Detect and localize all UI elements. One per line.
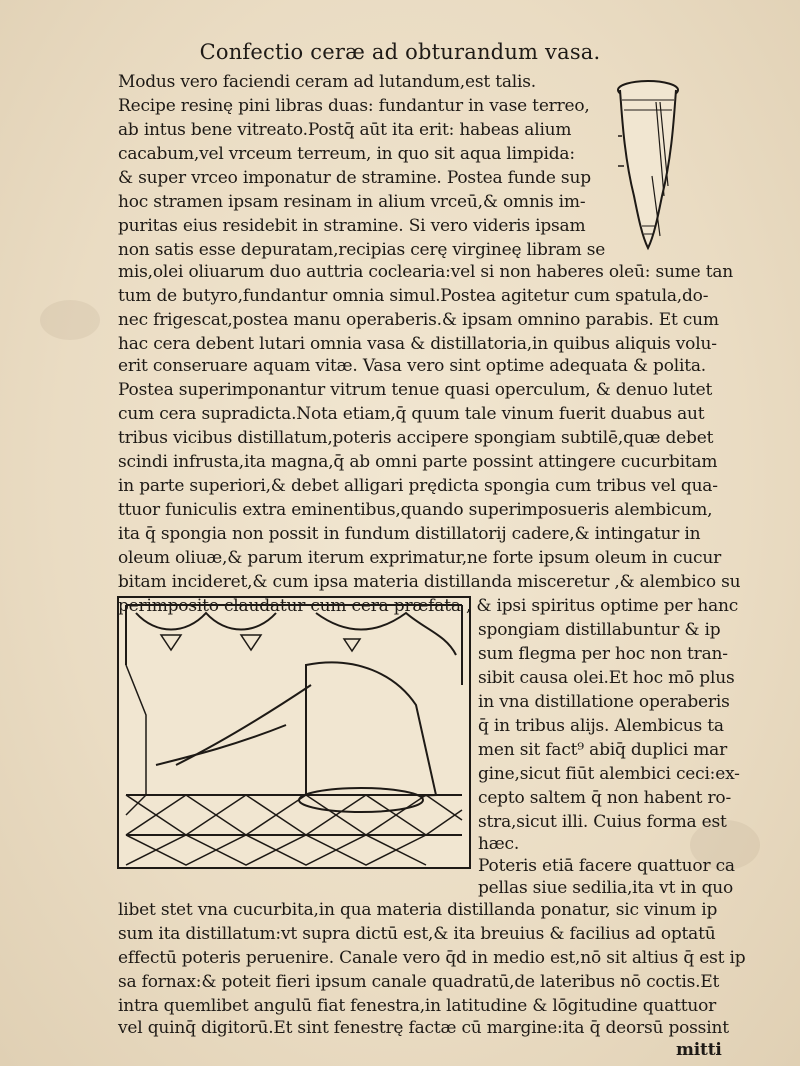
text-line: sum ita distillatum:vt supra dictū est,& ita breuius & facilius ad optatū bbox=[118, 924, 716, 944]
text-line: vel quinq̄ digitorū.Et sint fenestrę factæ cū margine:ita q̄ deorsū possint bbox=[118, 1018, 729, 1038]
text-line: cum cera supradicta.Nota etiam,q̄ quum tale vinum fuerit duabus aut bbox=[118, 404, 705, 424]
text-line: Modus vero faciendi ceram ad lutandum,est talis. bbox=[118, 72, 536, 92]
section-title: Confectio ceræ ad obturandum vasa. bbox=[199, 40, 601, 64]
text-line: mis,olei oliuarum duo auttria coclearia:vel si non haberes oleū: sume tan bbox=[118, 262, 734, 282]
text-line: scindi infrusta,ita magna,q̄ ab omni parte possint attingere cucurbitam bbox=[118, 452, 718, 472]
text-line: nec frigescat,postea manu operaberis.& ipsam omnino parabis. Et cum bbox=[118, 310, 719, 330]
text-line: gine,sicut fiūt alembici ceci:ex- bbox=[478, 764, 740, 784]
text-line: hæc. bbox=[478, 834, 520, 854]
text-line: intra quemlibet angulū fiat fenestra,in latitudine & lōgitudine quattuor bbox=[118, 996, 717, 1016]
text-line: sibit causa olei.Et hoc mō plus bbox=[478, 668, 735, 688]
text-line: cacabum,vel vrceum terreum, in quo sit aqua limpida: bbox=[118, 144, 575, 164]
text-line: bitam incideret,& cum ipsa materia distillanda misceretur ,& alembico su bbox=[118, 572, 741, 592]
text-line: ttuor funiculis extra eminentibus,quando superimposueris alembicum, bbox=[118, 500, 713, 520]
text-line: Recipe resinę pini libras duas: fundantur in vase terreo, bbox=[118, 96, 590, 116]
text-line: spongiam distillabuntur & ip bbox=[478, 620, 721, 640]
text-line: perimposito claudatur cum cera præfata , & ipsi spiritus optime per hanc bbox=[118, 596, 739, 616]
text-line: stra,sicut illi. Cuius forma est bbox=[478, 812, 727, 832]
text-line: oleum oliuæ,& parum iterum exprimatur,ne forte ipsum oleum in cucur bbox=[118, 548, 722, 568]
text-line: effectū poteris peruenire. Canale vero q̄d in medio est,nō sit altius q̄ est ip bbox=[118, 948, 746, 968]
text-line: hoc stramen ipsam resinam in alium vrceū,& omnis im- bbox=[118, 192, 586, 212]
text-line: cepto saltem q̄ non habent ro- bbox=[478, 788, 731, 808]
text-line: puritas eius residebit in stramine. Si vero videris ipsam bbox=[118, 216, 586, 236]
text-line: tum de butyro,fundantur omnia simul.Postea agitetur cum spatula,do- bbox=[118, 286, 709, 306]
text-line: sa fornax:& poteit fieri ipsum canale quadratū,de lateribus nō coctis.Et bbox=[118, 972, 720, 992]
text-line: Poteris etiā facere quattuor ca bbox=[478, 856, 735, 876]
text-line: tribus vicibus distillatum,poteris accipere spongiam subtilē,quæ debet bbox=[118, 428, 714, 448]
text-line: hac cera debent lutari omnia vasa & distillatoria,in quibus aliquis volu- bbox=[118, 334, 717, 354]
text-line: non satis esse depuratam,recipias cerę virgineę libram se bbox=[118, 240, 606, 260]
text-line: ita q̄ spongia non possit in fundum distillatorij cadere,& intingatur in bbox=[118, 524, 701, 544]
text-line: ab intus bene vitreato.Postq̄ aūt ita erit: habeas alium bbox=[118, 120, 572, 140]
text-line: sum flegma per hoc non tran- bbox=[478, 644, 728, 664]
text-line: in parte superiori,& debet alligari prędicta spongia cum tribus vel qua- bbox=[118, 476, 718, 496]
text-line: & super vrceo imponatur de stramine. Postea funde sup bbox=[118, 168, 591, 188]
text-line: Postea superimponantur vitrum tenue quasi operculum, & denuo lutet bbox=[118, 380, 713, 400]
vessel-woodcut bbox=[612, 76, 684, 256]
text-line: pellas siue sedilia,ita vt in quo bbox=[478, 878, 734, 898]
text-line: men sit fact⁹ abiq̄ duplici mar bbox=[478, 740, 728, 760]
text-line: erit conseruare aquam vitæ. Vasa vero sint optime adequata & polita. bbox=[118, 356, 707, 376]
text-line: in vna distillatione operaberis bbox=[478, 692, 730, 712]
catchword: mitti bbox=[676, 1040, 722, 1060]
text-line: libet stet vna cucurbita,in qua materia distillanda ponatur, sic vinum ip bbox=[118, 900, 718, 920]
paper-stain bbox=[40, 300, 100, 340]
alembic-furnace-woodcut bbox=[116, 595, 472, 870]
text-line: q̄ in tribus alijs. Alembicus ta bbox=[478, 716, 724, 736]
